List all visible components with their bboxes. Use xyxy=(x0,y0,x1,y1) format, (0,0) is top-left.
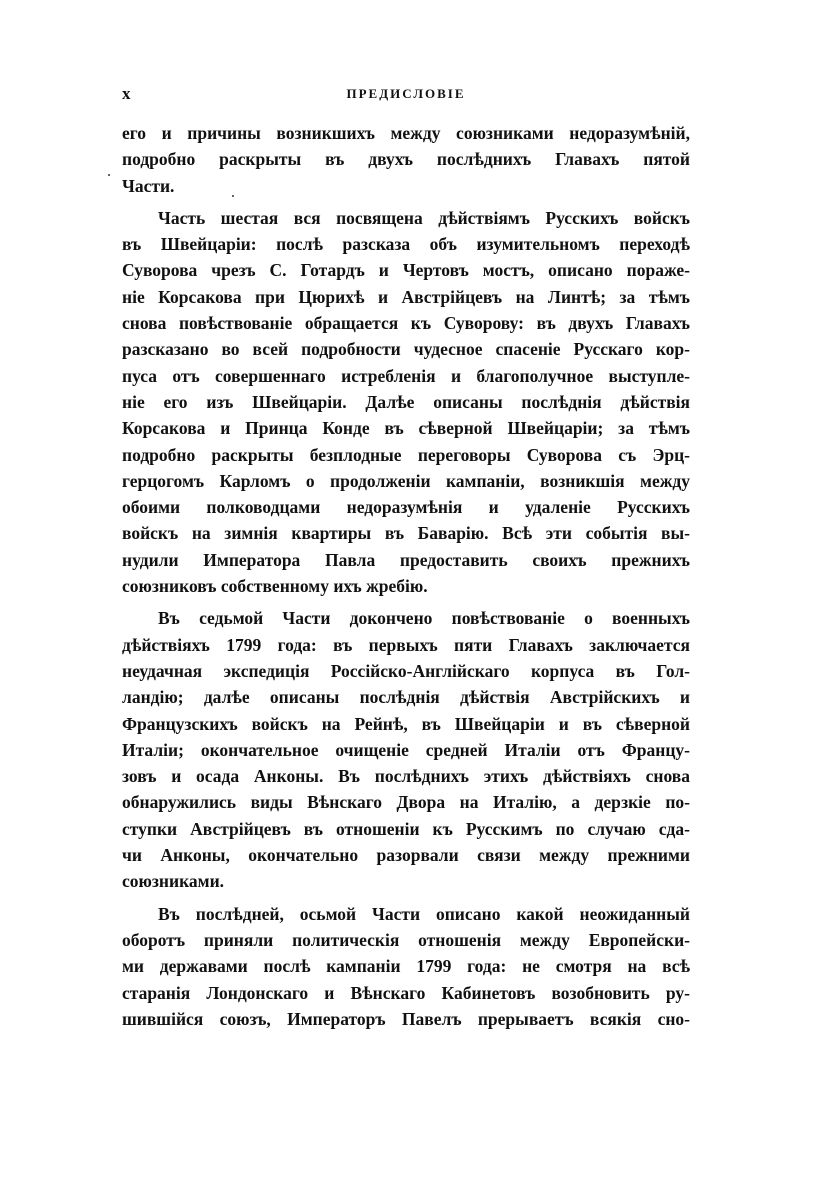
text-line: ландію; далѣе описаны послѣднія дѣйствія Австрійскихъ и xyxy=(122,687,690,708)
text-line: оборотъ приняли политическія отношенія между Европейски- xyxy=(122,929,690,950)
print-speck xyxy=(108,174,110,176)
page-header xyxy=(122,84,690,108)
text-line: снова повѣствованіе обращается къ Суворову: въ двухъ Главахъ xyxy=(122,313,690,334)
text-line: ніе Корсакова при Цюрихѣ и Австрійцевъ на Линтѣ; за тѣмъ xyxy=(122,286,690,307)
text-line: дѣйствіяхъ 1799 года: въ первыхъ пяти Главахъ заключается xyxy=(122,634,690,655)
text-line: пуса отъ совершеннаго истребленія и благополучное выступле- xyxy=(122,365,690,386)
text-line: обнаружились виды Вѣнскаго Двора на Италію, а дерзкіе по- xyxy=(122,792,690,813)
text-line: чи Анконы, окончательно разорвали связи между прежними xyxy=(122,845,690,866)
text-line: нудили Императора Павла предоставить своихъ прежнихъ xyxy=(122,549,690,570)
text-line: союзниками. xyxy=(122,871,225,892)
text-line: Корсакова и Принца Конде въ сѣверной Швейцаріи; за тѣмъ xyxy=(122,418,690,439)
text-line: въ Швейцаріи: послѣ разсказа объ изумительномъ переходѣ xyxy=(122,234,690,255)
text-line: подробно раскрыты въ двухъ послѣднихъ Главахъ пятой xyxy=(122,149,690,170)
body-text xyxy=(122,120,690,1032)
text-line: обоими полководцами недоразумѣнія и удаленіе Русскихъ xyxy=(122,497,690,518)
text-line: Суворова чрезъ С. Готардъ и Чертовъ мостъ, описано пораже- xyxy=(122,260,690,281)
text-line: ступки Австрійцевъ въ отношеніи къ Русскимъ по случаю сда- xyxy=(122,818,690,839)
text-line: Италіи; окончательное очищеніе средней Италіи отъ Францу- xyxy=(122,739,690,760)
text-line: союзниковъ собственному ихъ жребію. xyxy=(122,576,428,597)
text-line: подробно раскрыты безплодные переговоры Суворова съ Эрц- xyxy=(122,444,690,465)
text-line: герцогомъ Карломъ о продолженіи кампаніи, возникшія между xyxy=(122,470,690,491)
text-line: ніе его изъ Швейцаріи. Далѣе описаны послѣднія дѣйствія xyxy=(122,391,690,412)
text-line: его и причины возникшихъ между союзниками недоразумѣній, xyxy=(122,123,690,143)
text-line: войскъ на зимнія квартиры въ Баварію. Всѣ эти событія вы- xyxy=(122,523,690,544)
page-number: x xyxy=(122,84,131,103)
running-head: ПРЕДИСЛОВІЕ xyxy=(346,86,466,101)
text-line: неудачная экспедиція Россійско-Англійскаго корпуса въ Гол- xyxy=(122,660,690,681)
text-line: Части. xyxy=(122,175,175,196)
text-line: зовъ и осада Анконы. Въ послѣднихъ этихъ дѣйствіяхъ снова xyxy=(122,766,690,787)
text-line: разсказано во всей подробности чудесное спасеніе Русскаго кор- xyxy=(122,339,690,360)
text-line: шившійся союзъ, Императоръ Павелъ прерываетъ всякія сно- xyxy=(122,1008,690,1029)
text-line: Часть шестая вся посвящена дѣйствіямъ Русскихъ войскъ xyxy=(158,207,690,228)
text-line: Въ седьмой Части докончено повѣствованіе о военныхъ xyxy=(158,608,690,629)
text-line: Французскихъ войскъ на Рейнѣ, въ Швейцаріи и въ сѣверной xyxy=(122,713,690,734)
text-line: ми державами послѣ кампаніи 1799 года: не смотря на всѣ xyxy=(122,956,690,977)
text-line: старанія Лондонскаго и Вѣнскаго Кабинетовъ возобновить ру- xyxy=(122,982,690,1003)
text-line: Въ послѣдней, осьмой Части описано какой неожиданный xyxy=(158,903,690,924)
